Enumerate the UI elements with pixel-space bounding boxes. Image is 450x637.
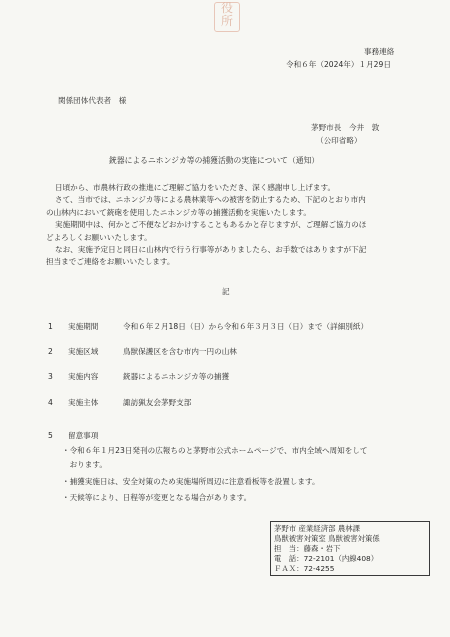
- doc-date: 令和６年（2024年）１月29日: [286, 60, 391, 69]
- note-line-2: おります。: [62, 460, 107, 469]
- body-line-6: なお、実施予定日と同日に山林内で行う行事等がありましたら、お手数ではありますが下記: [55, 245, 367, 254]
- seal-char-2: 所: [220, 14, 233, 28]
- item-label: 実施区域: [68, 347, 99, 356]
- item-label: 実施期間: [68, 322, 99, 331]
- note-line-1: ・令和６年１月23日発刊の広報ちのと茅野市公式ホームページで、市内全域へ周知をして: [62, 446, 368, 455]
- notes-number: 5: [48, 431, 53, 440]
- sender-seal-note: （公印省略）: [316, 136, 362, 145]
- item-number: 3: [48, 372, 53, 381]
- contact-person: 担 当：藤森・岩下: [274, 544, 341, 553]
- ki-heading: 記: [222, 287, 230, 296]
- doc-type: 事務連絡: [364, 47, 395, 56]
- item-value: 令和６年２月18日（日）から令和６年３月３日（日）まで（詳細別紙）: [123, 322, 369, 331]
- item-number: 2: [48, 347, 53, 356]
- sender-title: 茅野市長 今井 敦: [311, 123, 380, 132]
- contact-box: [270, 521, 430, 576]
- note-line-4: ・天候等により、日程等が変更となる場合があります。: [62, 493, 252, 502]
- contact-department: 茅野市 産業経済部 農林課: [274, 524, 360, 533]
- body-line-5: どよろしくお願いいたします。: [46, 233, 152, 242]
- body-line-4: 実施期間中は、何かとご不便などおかけすることもあるかと存じますが、ご理解ご協力のほ: [55, 220, 367, 229]
- contact-phone: 電 話：72-2101（内線408）: [274, 554, 379, 563]
- body-line-3: の山林内において銃砲を使用したニホンジカ等の捕獲活動を実施いたします。: [46, 208, 311, 217]
- contact-fax: ＦＡＸ：72-4255: [274, 564, 335, 573]
- seal-char-1: 役: [220, 1, 233, 15]
- body-line-1: 日頃から、市農林行政の推進にご理解ご協力をいただき、深く感謝申し上げます。: [55, 183, 336, 192]
- item-label: 実施内容: [68, 372, 99, 381]
- body-line-7: 担当までご連絡をお願いいたします。: [46, 257, 175, 266]
- office-seal-stamp: [214, 2, 240, 32]
- item-label: 実施主体: [68, 398, 99, 407]
- item-value: 銃器によるニホンジカ等の捕獲: [123, 372, 230, 381]
- notes-heading: 留意事項: [68, 431, 99, 440]
- contact-section: 鳥獣被害対策室 鳥獣被害対策係: [274, 534, 380, 543]
- item-number: 4: [48, 398, 53, 407]
- item-value: 諏訪猟友会茅野支部: [123, 398, 192, 407]
- document-title: 銃器によるニホンジカ等の捕獲活動の実施について（通知）: [109, 156, 320, 165]
- recipient: 関係団体代表者 様: [58, 96, 127, 105]
- note-line-3: ・捕獲実施日は、安全対策のため実施場所周辺に注意看板等を設置します。: [62, 477, 320, 486]
- item-value: 鳥獣保護区を含む市内一円の山林: [123, 347, 237, 356]
- item-number: 1: [48, 322, 53, 331]
- body-line-2: さて、当市では、ニホンジカ等による農林業等への被害を防止するため、下記のとおり市内: [55, 195, 366, 204]
